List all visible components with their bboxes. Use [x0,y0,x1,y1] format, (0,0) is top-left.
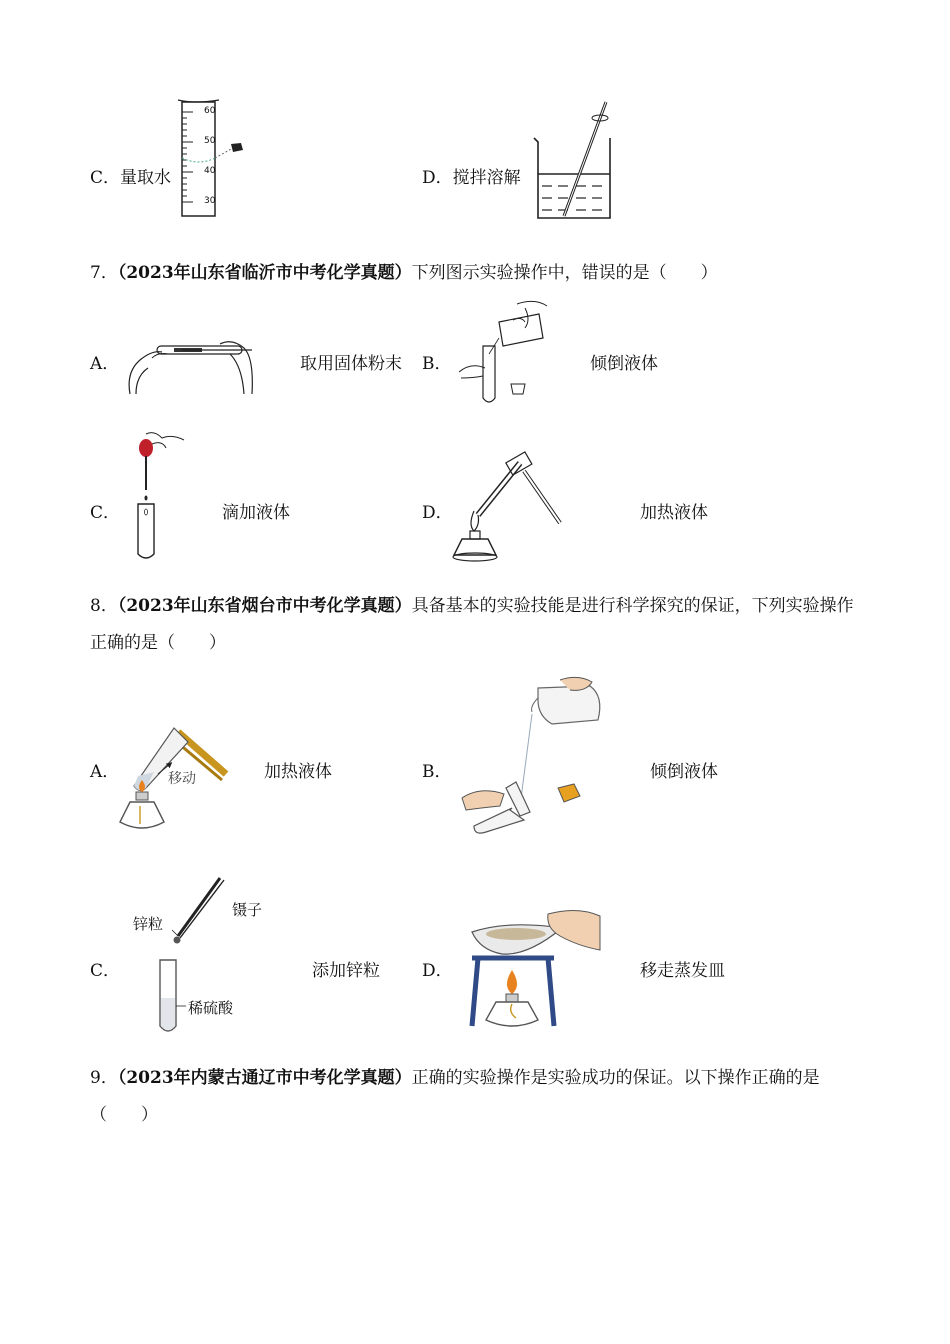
question-7-stem [90,255,860,292]
q7-option-a-letter: A． [90,354,120,374]
question-number: 9． [90,1068,118,1088]
question-text: 下列图示实验操作中，错误的是（ ） [411,263,718,283]
option-letter: D． [422,168,453,188]
q7-option-a-text: 取用固体粉末 [300,354,402,374]
question-source: （2023年山东省临沂市中考化学真题） [117,263,412,283]
q7-option-c-text: 滴加液体 [222,503,290,523]
option-text: 量取水 [120,168,172,188]
cylinder-mark-40: 40 [204,166,216,176]
question-9-stem [90,1060,860,1134]
q7-option-b-text: 倾倒液体 [590,354,658,374]
move-annotation: 移动 [168,771,196,787]
question-source: （2023年山东省烟台市中考化学真题） [117,596,412,616]
q8-option-a-letter: A． [90,762,120,782]
q8-option-a-text: 加热液体 [264,762,332,782]
powder-test-tube-figure [122,332,257,397]
question-text: 正确的实验操作是实验成功的保证。以下操作正确的是（ ） [90,1068,820,1125]
q7-option-b-letter: B． [422,354,452,374]
removing-evaporating-dish-figure [468,906,608,1032]
question-number: 8． [90,596,118,616]
option-letter: C． [90,168,121,188]
cylinder-mark-50: 50 [204,136,216,146]
tweezers-label: 镊子 [232,901,263,919]
cylinder-mark-30: 30 [204,196,216,206]
q8-option-c-letter: C． [90,961,121,981]
question-8-stem [90,588,860,662]
cylinder-mark-60: 60 [204,106,216,116]
question-number: 7． [90,263,118,283]
q8-option-b-letter: B． [422,762,452,782]
q7-option-d-text: 加热液体 [640,503,708,523]
q8-option-d-letter: D． [422,961,453,981]
q8-option-b-text: 倾倒液体 [650,762,718,782]
beaker-stirring-figure [530,98,620,223]
option-text: 搅拌溶解 [452,168,521,188]
pouring-liquid-figure [455,298,555,408]
q6-option-d [422,163,521,188]
heating-liquid-figure [448,455,568,567]
dropper-test-tube-figure [132,430,192,565]
q6-option-c [90,163,171,188]
pouring-into-test-tube-figure [460,676,610,840]
q7-option-c-letter: C． [90,503,121,523]
q8-option-c-text: 添加锌粒 [312,961,380,981]
dilute-sulfuric-acid-label: 稀硫酸 [188,999,234,1017]
question-text: 具备基本的实验技能是进行科学探究的保证，下列实验操作正确的是（ ） [90,596,854,653]
q8-option-d-text: 移走蒸发皿 [640,961,725,981]
question-source: （2023年内蒙古通辽市中考化学真题） [117,1068,412,1088]
zinc-label: 锌粒 [133,915,164,933]
q7-option-d-letter: D． [422,503,453,523]
